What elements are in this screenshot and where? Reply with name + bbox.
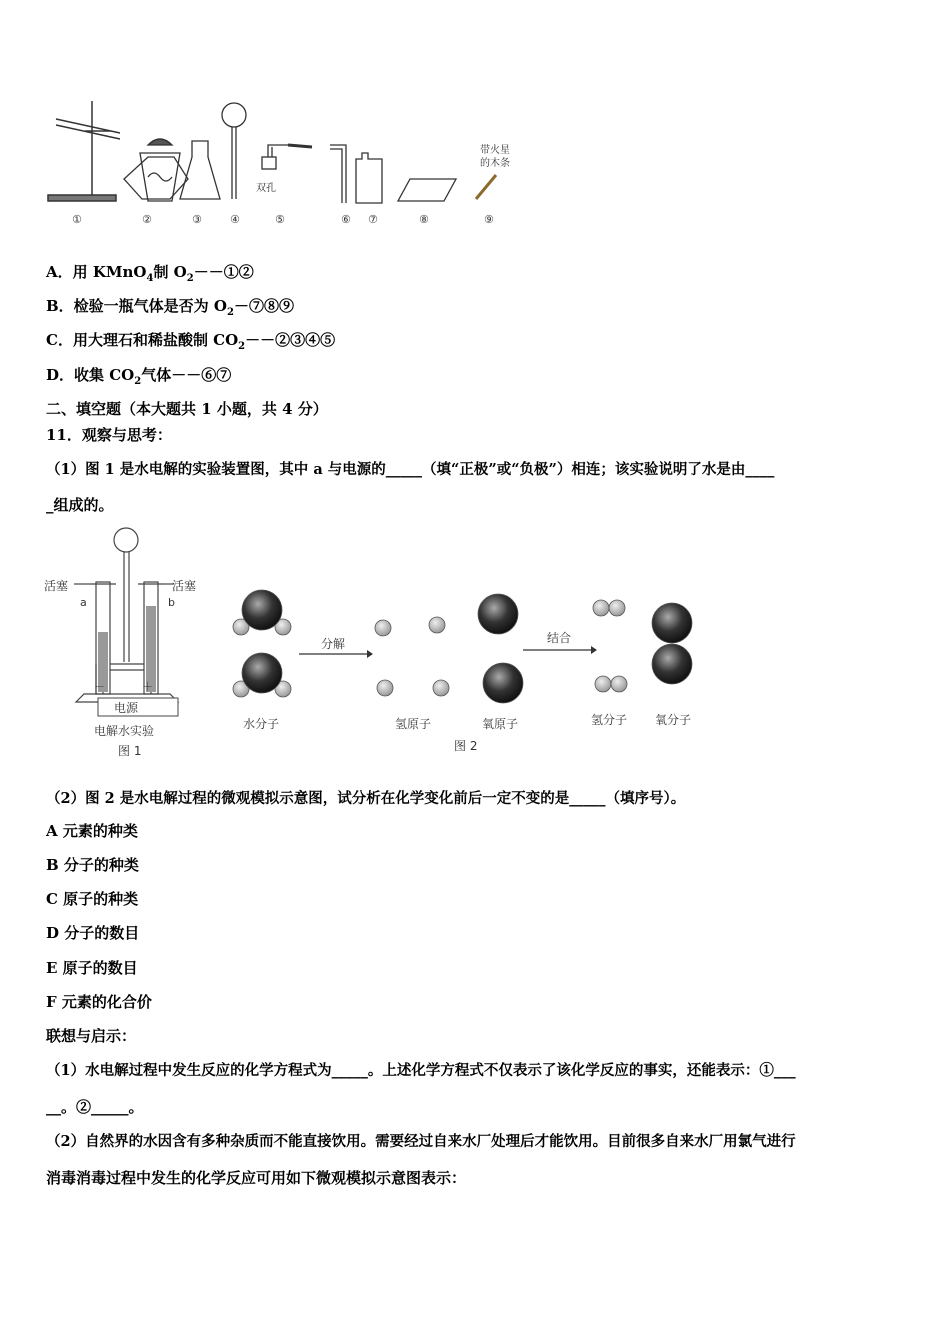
hydrogen-atom-icon	[375, 617, 449, 696]
hydrogen-molecule-icon	[593, 600, 627, 692]
decompose-label: 分解	[321, 637, 346, 651]
choice-a: A 元素的种类	[46, 822, 138, 840]
splint-label-1: 带火星	[480, 145, 510, 156]
apparatus-label-8: ⑧	[419, 213, 429, 226]
oxygen-molecule-label: 氧分子	[655, 713, 692, 727]
iron-stand-icon	[48, 101, 120, 201]
option-b: B．检验一瓶气体是否为 $O_2-⑦⑧⑨$	[46, 297, 294, 318]
plus-label: ＋	[142, 680, 153, 693]
choice-b: B 分子的种类	[46, 856, 139, 874]
choice-c: C 原子的种类	[46, 890, 139, 908]
lianxiang-heading: 联想与启示：	[46, 1027, 137, 1045]
water-molecule-label: 水分子	[243, 717, 280, 731]
fig1-caption: 电解水实验	[94, 724, 155, 738]
water-molecule-icon	[233, 590, 291, 697]
oxygen-molecule-icon	[652, 603, 692, 684]
minus-label: －	[94, 680, 105, 693]
stopcock-right-label: 活塞	[172, 579, 197, 593]
power-label: 电源	[114, 701, 139, 715]
apparatus-label-1: ①	[72, 213, 82, 226]
apparatus-label-3: ③	[192, 213, 202, 226]
funnel-icon	[222, 103, 246, 199]
choice-e: E 原子的数目	[46, 959, 138, 977]
alcohol-lamp-icon	[124, 139, 188, 201]
choice-d: D 分子的数目	[46, 924, 140, 942]
conical-flask-icon	[180, 141, 220, 199]
lx1-line2: __。②_____。	[46, 1098, 144, 1116]
electrode-b-label: b	[168, 596, 175, 609]
apparatus-label-5: ⑤	[275, 213, 285, 226]
oxygen-atom-label: 氧原子	[482, 717, 519, 731]
apparatus-label-9: ⑨	[484, 213, 494, 226]
glass-plate-icon	[398, 179, 456, 201]
splint-label-2: 的木条	[480, 158, 510, 169]
option-a: A．用 KMnO$_4$制 $O_2--①②$	[46, 263, 254, 284]
apparatus-label-7: ⑦	[368, 213, 378, 226]
oxygen-atom-icon	[478, 594, 523, 703]
apparatus-label-6: ⑥	[341, 213, 351, 226]
lx1-line1: （1）水电解过程中发生反应的化学方程式为_____。上述化学方程式不仅表示了该化学反应的事实，还能表示：①___	[46, 1062, 796, 1079]
electrolysis-figure	[44, 522, 214, 762]
q1-line1: （1）图 1 是水电解的实验装置图，其中 a 与电源的_____（填“正极”或“负极”）相连；该实验说明了水是由____	[46, 461, 775, 478]
molecule-figure	[225, 580, 705, 760]
fig2-label: 图 2	[454, 739, 478, 753]
hydrogen-atom-label: 氢原子	[395, 717, 432, 731]
electrode-a-label: a	[80, 596, 87, 609]
apparatus-label-4: ④	[230, 213, 240, 226]
reservoir-bulb-icon	[114, 528, 138, 552]
lx2-line2: 消毒消毒过程中发生的化学反应可用如下微观模拟示意图表示：	[46, 1169, 467, 1187]
stopper-tube-icon	[262, 145, 312, 169]
gas-jar-icon	[356, 153, 382, 203]
glowing-splint-icon	[476, 143, 510, 199]
bent-tube-icon	[330, 145, 346, 203]
combine-label: 结合	[547, 631, 572, 645]
option-d: D．收集 $CO_2$气体－－⑥⑦	[46, 366, 232, 387]
fig1-label: 图 1	[118, 744, 142, 758]
shuangkong-label: 双孔	[256, 183, 276, 194]
lx2-line1: （2）自然界的水因含有多种杂质而不能直接饮用。需要经过自来水厂处理后才能饮用。目前很多自来水厂用氯气进行	[46, 1133, 796, 1150]
stopcock-left-label: 活塞	[44, 579, 69, 593]
q2-text: （2）图 2 是水电解过程的微观模拟示意图，试分析在化学变化前后一定不变的是_____（填序号）。	[46, 790, 686, 807]
hydrogen-molecule-label: 氢分子	[591, 713, 628, 727]
choice-f: F 元素的化合价	[46, 993, 152, 1011]
apparatus-figure	[40, 95, 540, 235]
apparatus-label-2: ②	[142, 213, 152, 226]
section-heading: 二、填空题（本大题共 1 小题，共 4 分）	[46, 400, 328, 418]
q1-line2: _组成的。	[46, 496, 114, 514]
option-c: C．用大理石和稀盐酸制 $CO_2--②③④⑤$	[46, 331, 336, 352]
question-11: 11．观察与思考：	[46, 426, 172, 444]
